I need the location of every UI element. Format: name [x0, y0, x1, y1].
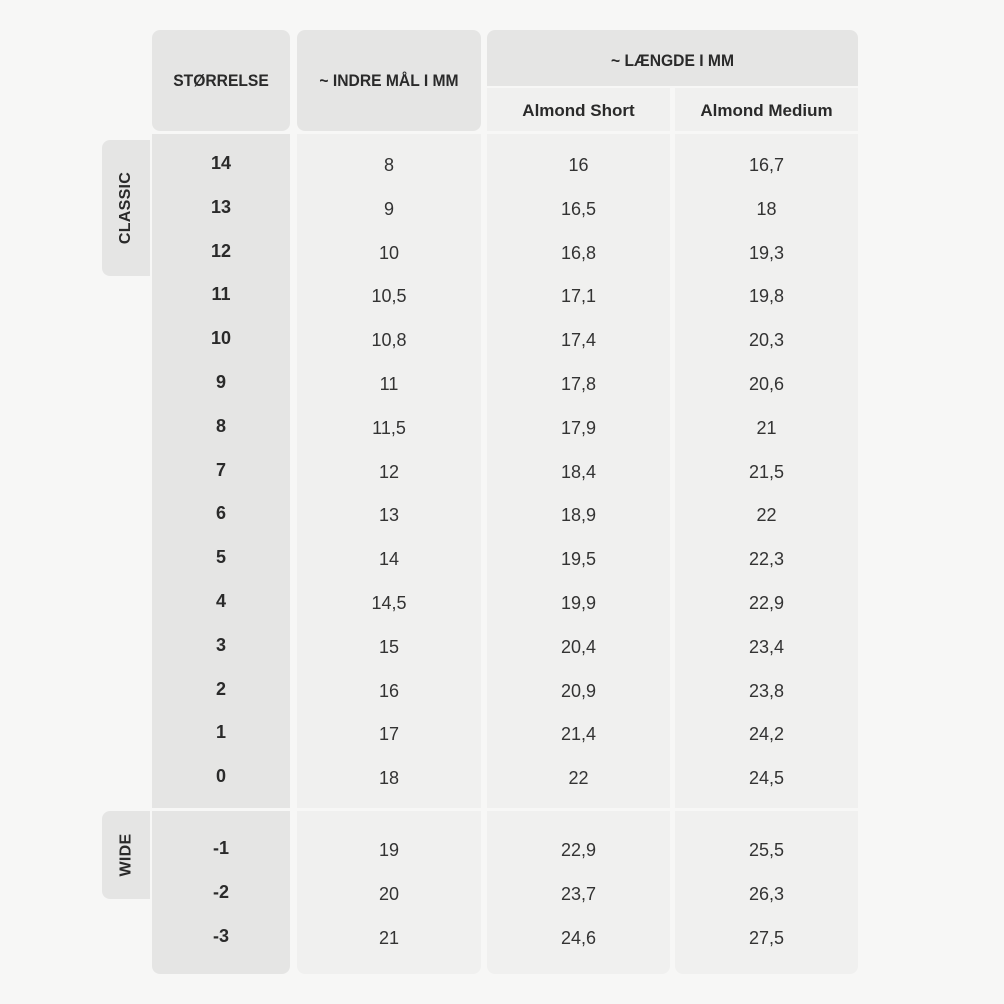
inner-cell: 20 — [378, 883, 400, 904]
size-cell: 1 — [215, 722, 226, 743]
size-cell: -2 — [212, 881, 229, 902]
almond-medium-cell: 19,3 — [748, 242, 785, 263]
size-cell: 12 — [210, 240, 232, 261]
size-cell: 6 — [215, 503, 226, 524]
almond-short-cell: 17,9 — [560, 417, 597, 438]
size-cell: 14 — [210, 153, 232, 173]
almond-medium-cell: 20,3 — [748, 330, 785, 351]
inner-cell: 14 — [378, 549, 400, 570]
inner-cell: 10,8 — [371, 330, 407, 351]
almond-short-cell: 19,5 — [560, 549, 597, 570]
group-tab-wide — [102, 811, 150, 899]
almond-short-cell: 17,8 — [560, 374, 597, 394]
almond-short-cell: 23,7 — [560, 883, 597, 904]
almond-medium-cell: 22,9 — [748, 593, 785, 613]
size-cell: 9 — [215, 372, 226, 392]
almond-medium-cell: 18 — [756, 198, 777, 219]
almond-medium-cell: 26,3 — [748, 883, 785, 904]
almond-medium-cell: 24,5 — [748, 768, 785, 789]
almond-short-cell: 19,9 — [560, 593, 597, 613]
size-cell: 0 — [215, 766, 226, 787]
almond-short-cell: 22,9 — [560, 840, 597, 860]
almond-medium-cell: 20,6 — [748, 374, 785, 394]
inner-cell: 12 — [378, 461, 400, 482]
inner-cell: 21 — [378, 927, 400, 948]
header-inner: ~ INDRE MÅL I MM — [319, 70, 459, 90]
inner-cell: 17 — [378, 724, 400, 745]
almond-medium-cell: 22 — [756, 505, 777, 526]
size-cell: 7 — [215, 459, 226, 480]
inner-cell: 18 — [378, 768, 400, 789]
almond-short-cell: 21,4 — [560, 724, 597, 745]
size-cell: 5 — [215, 547, 226, 568]
almond-medium-cell: 21 — [756, 417, 777, 438]
inner-cell: 19 — [378, 840, 400, 860]
size-cell: 10 — [210, 328, 232, 349]
size-cell: 3 — [215, 634, 226, 655]
almond-short-cell: 17,4 — [560, 330, 597, 351]
almond-short-cell: 22 — [568, 768, 589, 789]
size-cell: 13 — [210, 196, 232, 217]
almond-short-cell: 16,5 — [560, 198, 597, 219]
group-tab-classic — [102, 140, 150, 276]
group-label-wide: WIDE — [116, 833, 134, 877]
almond-medium-cell: 27,5 — [748, 927, 785, 948]
header-almond-medium: Almond Medium — [700, 101, 833, 120]
inner-cell: 10 — [378, 242, 400, 263]
inner-cell: 11,5 — [372, 417, 406, 438]
inner-cell: 10,5 — [371, 286, 407, 307]
almond-short-cell: 16 — [568, 155, 589, 175]
almond-medium-cell: 19,8 — [748, 286, 785, 307]
almond-short-cell: 20,9 — [560, 680, 597, 701]
size-cell: -1 — [212, 838, 229, 858]
inner-cell: 15 — [378, 636, 400, 657]
header-almond-short: Almond Short — [522, 101, 635, 120]
size-cell: 11 — [211, 284, 231, 305]
almond-short-cell: 18,4 — [560, 461, 597, 482]
almond-short-cell: 17,1 — [560, 286, 597, 307]
almond-short-cell: 16,8 — [560, 242, 597, 263]
almond-medium-cell: 23,4 — [748, 636, 785, 657]
size-cell: 8 — [215, 415, 226, 436]
almond-short-cell: 20,4 — [560, 636, 597, 657]
header-size: STØRRELSE — [173, 70, 269, 90]
almond-short-cell: 24,6 — [560, 927, 597, 948]
inner-cell: 13 — [378, 505, 400, 526]
header-length: ~ LÆNGDE I MM — [611, 51, 734, 70]
inner-cell: 11 — [379, 374, 399, 394]
size-cell: 2 — [215, 678, 226, 699]
inner-cell: 9 — [383, 198, 394, 219]
inner-cell: 8 — [383, 155, 394, 175]
almond-medium-cell: 24,2 — [748, 724, 785, 745]
almond-medium-cell: 25,5 — [748, 840, 785, 860]
size-cell: -3 — [212, 925, 229, 946]
inner-cell: 16 — [378, 680, 400, 701]
almond-medium-cell: 21,5 — [748, 461, 785, 482]
size-cell: 4 — [215, 591, 226, 611]
almond-short-cell: 18,9 — [560, 505, 597, 526]
almond-medium-cell: 23,8 — [748, 680, 785, 701]
almond-medium-cell: 22,3 — [748, 549, 785, 570]
inner-cell: 14,5 — [371, 593, 407, 613]
almond-medium-cell: 16,7 — [748, 155, 785, 175]
group-label-classic: CLASSIC — [117, 171, 135, 245]
